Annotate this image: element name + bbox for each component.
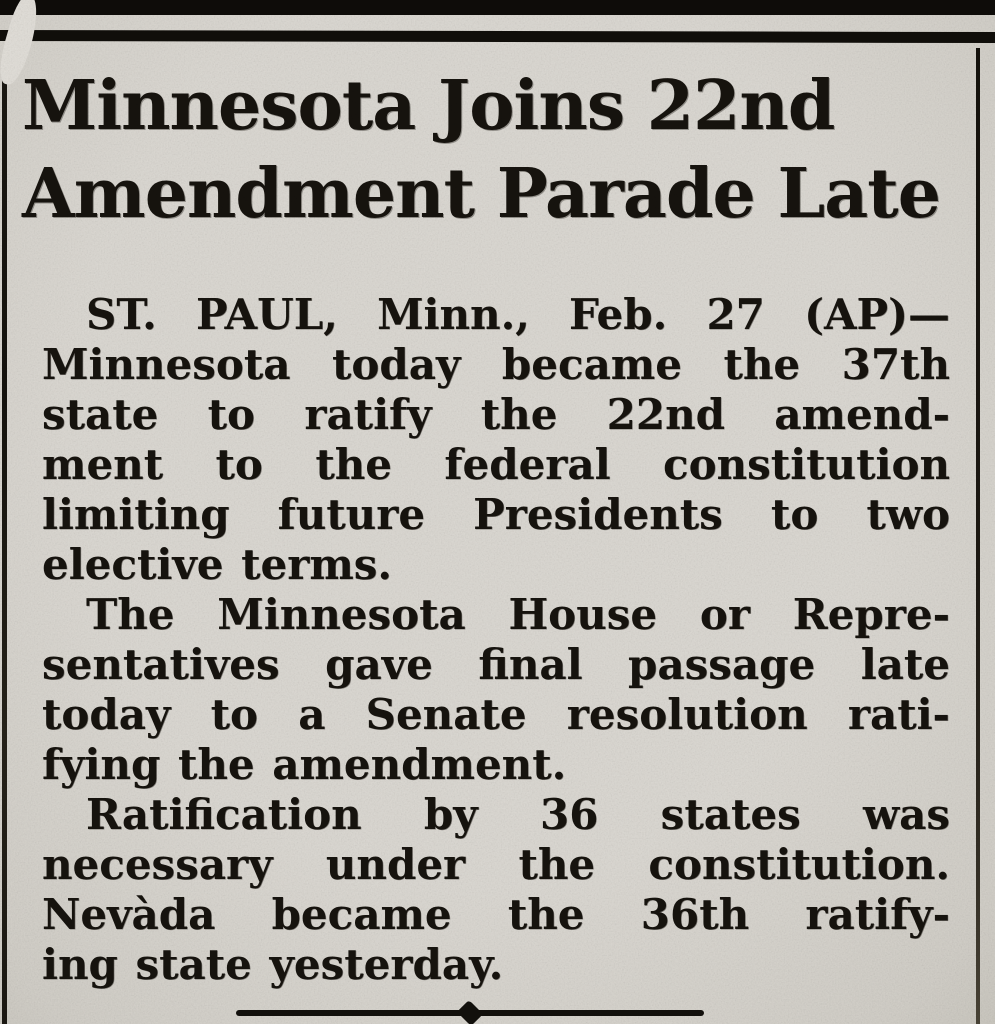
article-line: ment to the federal constitution	[42, 440, 950, 489]
article-line: sentatives gave final passage late	[42, 640, 950, 689]
article-line: limiting future Presidents to two	[42, 490, 950, 539]
end-of-item-divider	[236, 1000, 704, 1024]
article-line: today to a Senate resolution rati-	[42, 690, 950, 739]
article-line: necessary under the constitution.	[42, 840, 950, 889]
article-line: Nevàda became the 36th ratify-	[42, 890, 950, 939]
headline-line-2: Amendment Parade Late	[22, 154, 940, 234]
diamond-ornament-icon	[457, 1000, 483, 1024]
right-column-rule	[976, 48, 980, 1024]
article-line: ing state yesterday.	[42, 940, 504, 989]
article-line: fying the amendment.	[42, 740, 567, 789]
top-border-thin-rule	[0, 30, 995, 43]
left-column-rule	[2, 56, 7, 1024]
article-line: Minnesota today became the 37th	[42, 340, 950, 389]
article-line: ST. PAUL, Minn., Feb. 27 (AP)—	[86, 290, 950, 339]
article-line: state to ratify the 22nd amend-	[42, 390, 950, 439]
headline-line-1: Minnesota Joins 22nd	[22, 66, 835, 146]
top-border-thick-rule	[0, 0, 995, 15]
article-line: Ratification by 36 states was	[86, 790, 950, 839]
article-body	[42, 290, 950, 990]
article-line: The Minnesota House or Repre-	[86, 590, 950, 639]
headline	[22, 62, 962, 238]
stray-ink-tick	[681, 990, 698, 1001]
article-line: elective terms.	[42, 540, 393, 589]
